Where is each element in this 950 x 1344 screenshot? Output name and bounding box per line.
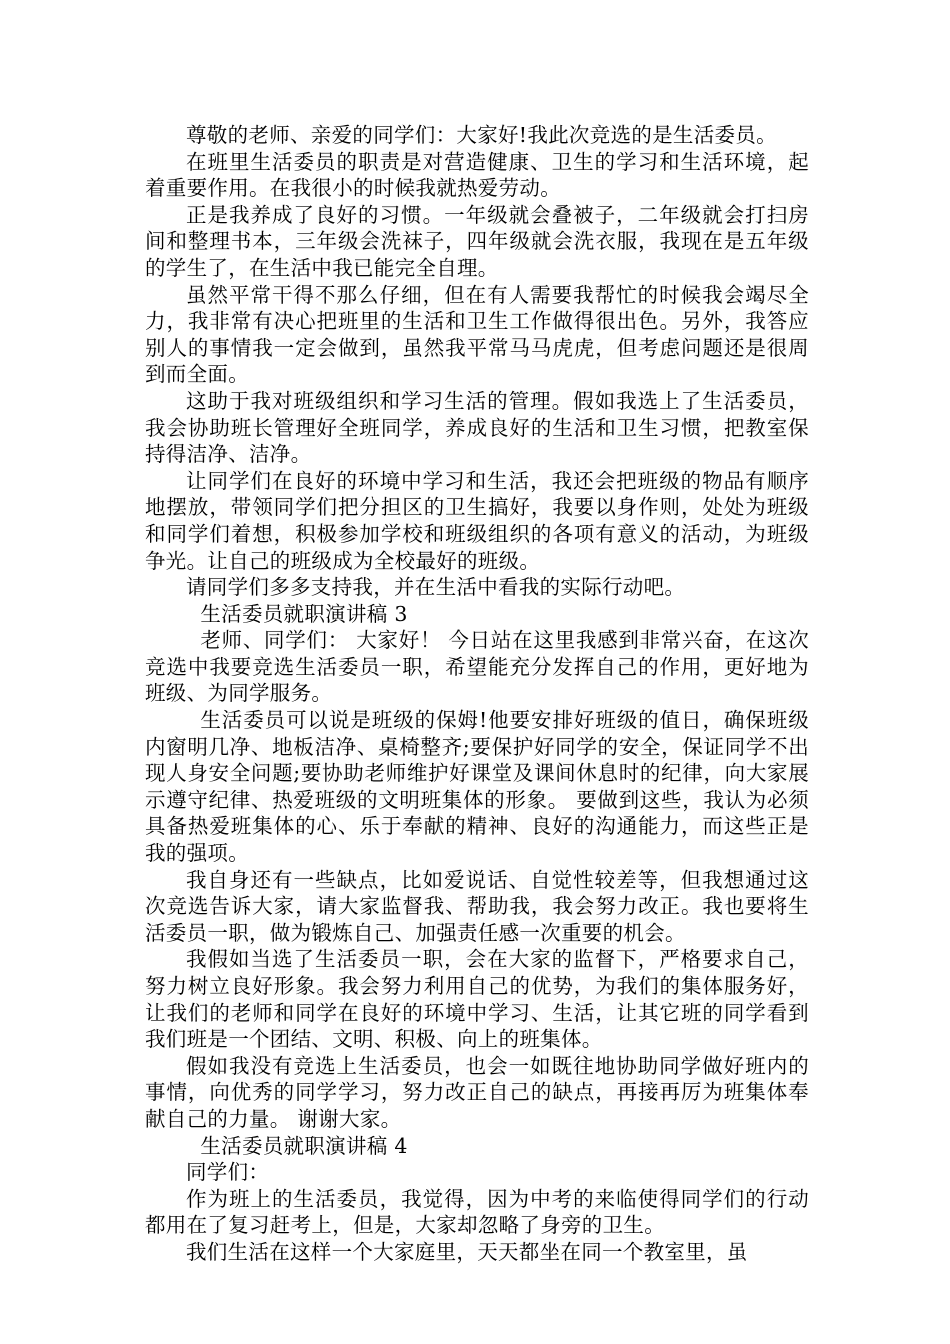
paragraph: 让同学们在良好的环境中学习和生活，我还会把班级的物品有顺序地摆放，带领同学们把分担区的卫生搞好，我要以身作则，处处为班级和同学们着想，积极参加学校和班级组织的各项有意义的活动，为班级争光。让自己的班级成为全校最好的班级。	[145, 468, 809, 573]
section-line: 生活委员就职演讲稿 3	[200, 601, 408, 626]
paragraph: 我们生活在这样一个大家庭里，天天都坐在同一个教室里，虽	[186, 1239, 748, 1264]
paragraph: 这助于我对班级组织和学习生活的管理。假如我选上了生活委员，我会协助班长管理好全班同学，养成良好的生活和卫生习惯，把教室保持得洁净、洁净。	[145, 388, 809, 467]
paragraph: 同学们：	[186, 1160, 270, 1185]
paragraph: 虽然平常干得不那么仔细，但在有人需要我帮忙的时候我会竭尽全力，我非常有决心把班里的生活和卫生工作做得很出色。另外，我答应别人的事情我一定会做到，虽然我平常马马虎虎，但考虑问题还是很周到而全面。	[145, 282, 809, 387]
paragraph: 请同学们多多支持我，并在生活中看我的实际行动吧。	[186, 575, 686, 600]
paragraph: 作为班上的生活委员，我觉得，因为中考的来临使得同学们的行动都用在了复习赶考上，但是，大家却忽略了身旁的卫生。	[145, 1186, 809, 1238]
paragraph: 正是我养成了良好的习惯。一年级就会叠被子，二年级就会打扫房间和整理书本，三年级会洗袜子，四年级就会洗衣服，我现在是五年级的学生了，在生活中我已能完全自理。	[145, 202, 809, 280]
section-line: 生活委员就职演讲稿 4	[200, 1133, 408, 1158]
paragraph: 我假如当选了生活委员一职，会在大家的监督下，严格要求自己，努力树立良好形象。我会努力利用自己的优势，为我们的集体服务好，让我们的老师和同学在良好的环境中学习、生活，让其它班的同学看到我们班是一个团结、文明、积极、向上的班集体。	[145, 947, 809, 1052]
paragraph: 在班里生活委员的职责是对营造健康、卫生的学习和生活环境，起着重要作用。在我很小的时候我就热爱劳动。	[145, 149, 809, 201]
paragraph: 尊敬的老师、亲爱的同学们：大家好!我此次竞选的是生活委员。	[186, 123, 777, 147]
document-body	[145, 122, 809, 1266]
paragraph: 我自身还有一些缺点，比如爱说话、自觉性较差等，但我想通过这次竞选告诉大家，请大家监督我、帮助我，我会努力改正。我也要将生活委员一职，做为锻炼自己、加强责任感一次重要的机会。	[145, 867, 809, 945]
paragraph: 假如我没有竞选上生活委员，也会一如既往地协助同学做好班内的事情，向优秀的同学学习，努力改正自己的缺点，再接再厉为班集体奉献自己的力量。 谢谢大家。	[145, 1053, 809, 1131]
section-line: 老师、同学们： 大家好！ 今日站在这里我感到非常兴奋，在这次竞选中我要竞选生活委员一职，希望能充分发挥自己的作用，更好地为班级、为同学服务。	[145, 628, 809, 706]
section-line: 生活委员可以说是班级的保姆!他要安排好班级的值日，确保班级内窗明几净、地板洁净、桌椅整齐;要保护好同学的安全，保证同学不出现人身安全问题;要协助老师维护好课堂及课间休息时的纪律，向大家展示遵守纪律、热爱班级的文明班集体的形象。 要做到这些，我认为必须具备热爱班集体的心、乐于奉献的精神、良好的沟通能力，而这些正是我的强项。	[145, 708, 809, 866]
